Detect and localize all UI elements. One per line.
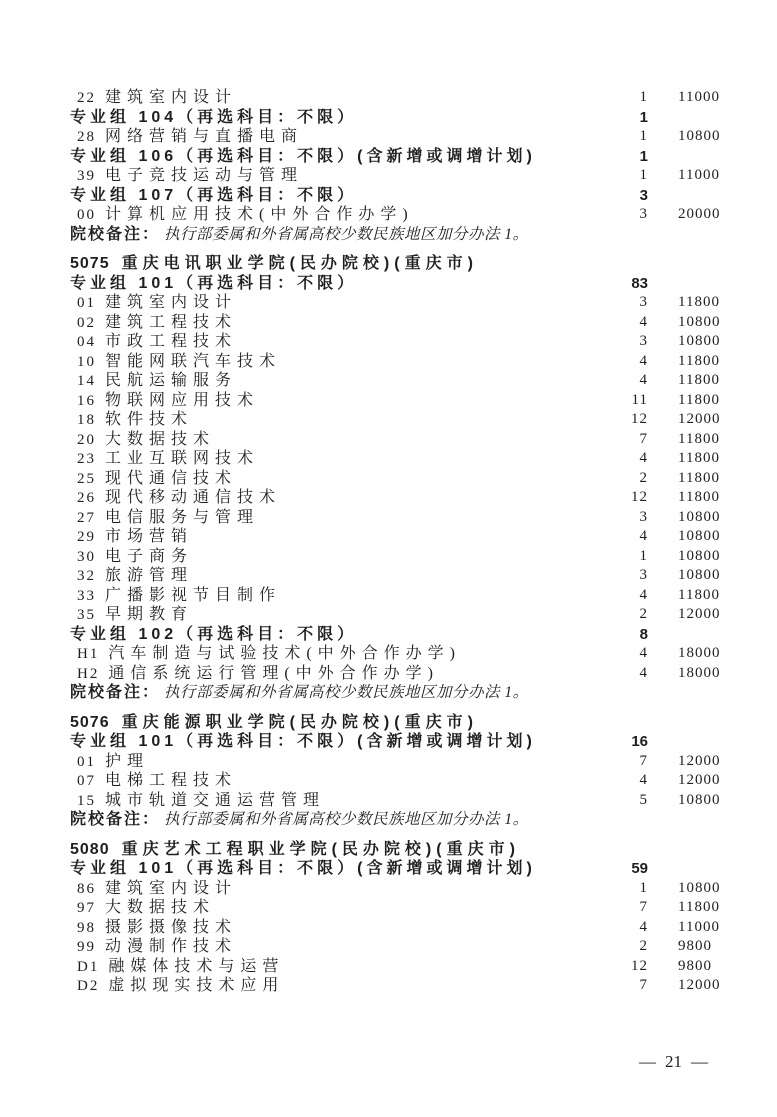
course-code: 20 <box>77 431 96 448</box>
course-name: 摄影摄像技术 <box>105 918 238 936</box>
group-header-row <box>0 625 777 645</box>
school-name: 重庆能源职业学院(民办院校)(重庆市) <box>121 713 478 731</box>
course-quota: 3 <box>639 333 648 349</box>
note-row <box>0 683 777 703</box>
course-code: 98 <box>77 919 96 936</box>
course-label <box>70 469 600 489</box>
group-header-row <box>0 147 777 167</box>
group-fee-empty <box>648 186 777 206</box>
group-label: 专业组 102（再选科目：不限） <box>70 625 358 643</box>
course-name: 城市轨道交通运营管理 <box>105 791 326 809</box>
course-quota: 1 <box>639 128 648 144</box>
course-name: 通信系统运行管理(中外合作办学) <box>108 664 440 682</box>
course-code: 23 <box>77 451 96 467</box>
course-fee: 10800 <box>678 508 721 525</box>
course-quota: 1 <box>639 547 648 564</box>
group-label: 专业组 101（再选科目：不限） <box>70 274 358 292</box>
course-code: 39 <box>77 168 96 184</box>
course-quota: 12 <box>631 489 648 505</box>
course-name: 建筑室内设计 <box>105 89 238 106</box>
group-quota: 1 <box>639 108 648 126</box>
course-name: 软件技术 <box>105 411 194 428</box>
footer-left-dash: — <box>639 1052 656 1071</box>
course-code: 10 <box>77 353 96 370</box>
course-fee: 10800 <box>678 128 721 144</box>
course-name: 计算机应用技术(中外合作办学) <box>105 206 414 223</box>
note-content <box>70 810 777 830</box>
course-name: 大数据技术 <box>105 430 216 448</box>
group-quota: 83 <box>631 274 648 292</box>
course-quota: 3 <box>639 567 648 583</box>
course-code: 15 <box>77 792 96 809</box>
course-label <box>70 957 600 977</box>
group-label: 专业组 104（再选科目：不限） <box>70 108 358 126</box>
course-quota: 4 <box>639 918 648 935</box>
course-name: 物联网应用技术 <box>105 391 260 409</box>
course-name: 旅游管理 <box>105 567 194 584</box>
course-label <box>70 313 600 333</box>
note-content <box>70 683 777 703</box>
course-label <box>70 488 600 508</box>
group-quota: 59 <box>631 860 648 877</box>
course-fee: 11000 <box>678 89 720 105</box>
course-name: 建筑工程技术 <box>105 313 238 331</box>
course-label <box>70 205 600 225</box>
note-label: 院校备注： <box>70 225 161 243</box>
course-code: D1 <box>77 958 100 975</box>
course-quota: 1 <box>639 167 648 183</box>
course-name: 现代移动通信技术 <box>105 489 282 506</box>
course-name: 电子竞技运动与管理 <box>105 167 304 184</box>
course-label <box>70 352 600 372</box>
course-name: 广播影视节目制作 <box>105 586 282 604</box>
course-name: 民航运输服务 <box>105 372 238 389</box>
course-label <box>70 88 600 108</box>
group-fee-empty <box>648 625 777 645</box>
course-quota: 7 <box>639 430 648 447</box>
course-row <box>0 391 777 411</box>
course-row <box>0 488 777 508</box>
course-label <box>70 166 600 186</box>
course-fee: 9800 <box>678 957 712 974</box>
course-fee: 11800 <box>678 489 720 505</box>
course-name: 建筑室内设计 <box>105 294 238 311</box>
school-header-row <box>0 840 777 860</box>
group-header-row <box>0 274 777 294</box>
group-quota: 8 <box>639 625 648 643</box>
course-fee: 9800 <box>678 938 712 954</box>
school-header-row <box>0 254 777 274</box>
note-row <box>0 225 777 245</box>
course-name: 融媒体技术与运营 <box>108 957 285 975</box>
group-fee-empty <box>648 274 777 294</box>
course-row <box>0 205 777 225</box>
course-name: 电梯工程技术 <box>105 772 238 789</box>
course-row <box>0 313 777 333</box>
course-name: 早期教育 <box>105 606 194 623</box>
plan-table <box>0 88 777 996</box>
group-fee-empty <box>648 147 777 167</box>
course-label <box>70 508 600 528</box>
course-label <box>70 430 600 450</box>
course-code: 97 <box>77 900 96 916</box>
course-code: 25 <box>77 470 96 487</box>
course-quota: 3 <box>639 206 648 222</box>
course-quota: 7 <box>639 752 648 769</box>
group-header-row <box>0 859 777 879</box>
course-name: 市场营销 <box>105 528 194 545</box>
course-row <box>0 976 777 996</box>
course-fee: 10800 <box>678 791 721 808</box>
school-label <box>70 713 777 733</box>
course-row <box>0 791 777 811</box>
group-label: 专业组 106（再选科目：不限）(含新增或调增计划) <box>70 147 536 165</box>
school-code: 5080 <box>70 840 110 858</box>
course-quota: 12 <box>631 411 648 427</box>
course-fee: 11800 <box>678 450 720 466</box>
page-number: 21 <box>665 1052 682 1071</box>
group-fee-empty <box>648 108 777 128</box>
course-row <box>0 566 777 586</box>
course-label <box>70 791 600 811</box>
course-name: 汽车制造与试验技术(中外合作办学) <box>108 645 462 662</box>
course-code: 35 <box>77 607 96 623</box>
course-label <box>70 410 600 430</box>
course-name: 工业互联网技术 <box>105 450 260 467</box>
course-label <box>70 293 600 313</box>
course-label <box>70 332 600 352</box>
course-label <box>70 449 600 469</box>
school-name: 重庆艺术工程职业学院(民办院校)(重庆市) <box>121 840 520 858</box>
course-label <box>70 937 600 957</box>
school-label <box>70 254 777 274</box>
course-fee: 10800 <box>678 528 721 544</box>
course-code: 18 <box>77 412 96 428</box>
course-quota: 11 <box>631 391 648 408</box>
course-row <box>0 879 777 899</box>
course-code: 33 <box>77 587 96 604</box>
course-code: 30 <box>77 548 96 565</box>
course-quota: 3 <box>639 508 648 525</box>
course-quota: 4 <box>639 664 648 681</box>
course-fee: 11000 <box>678 918 720 935</box>
course-code: H1 <box>77 646 100 662</box>
note-text: 执行部委属和外省属高校少数民族地区加分办法 1。 <box>164 684 529 701</box>
course-row <box>0 918 777 938</box>
course-label <box>70 605 600 625</box>
course-name: 建筑室内设计 <box>105 879 238 897</box>
course-quota: 2 <box>639 938 648 954</box>
note-text: 执行部委属和外省属高校少数民族地区加分办法 1。 <box>164 811 529 828</box>
course-label <box>70 527 600 547</box>
course-quota: 4 <box>639 586 648 603</box>
course-code: 07 <box>77 773 96 789</box>
course-name: 动漫制作技术 <box>105 938 238 955</box>
group-quota: 1 <box>639 147 648 165</box>
course-code: 22 <box>77 90 96 106</box>
course-name: 网络营销与直播电商 <box>105 128 304 145</box>
school-label <box>70 840 777 860</box>
course-row <box>0 771 777 791</box>
course-quota: 3 <box>639 294 648 310</box>
course-fee: 11800 <box>678 352 720 369</box>
course-label <box>70 664 600 684</box>
course-row <box>0 430 777 450</box>
note-row <box>0 810 777 830</box>
course-fee: 20000 <box>678 206 721 222</box>
group-label: 专业组 101（再选科目：不限）(含新增或调增计划) <box>70 733 536 750</box>
course-code: 99 <box>77 939 96 955</box>
course-code: 00 <box>77 207 96 223</box>
group-quota: 16 <box>631 733 648 750</box>
school-code: 5075 <box>70 255 110 272</box>
course-row <box>0 508 777 528</box>
course-row <box>0 547 777 567</box>
course-code: 26 <box>77 490 96 506</box>
group-label: 专业组 107（再选科目：不限） <box>70 186 358 204</box>
course-fee: 11800 <box>678 391 720 408</box>
course-fee: 12000 <box>678 772 721 788</box>
course-quota: 4 <box>639 313 648 330</box>
course-quota: 4 <box>639 645 648 661</box>
school-header-row <box>0 713 777 733</box>
course-code: 28 <box>77 129 96 145</box>
course-quota: 2 <box>639 469 648 486</box>
course-name: 护理 <box>105 752 150 770</box>
group-header-row <box>0 108 777 128</box>
course-row <box>0 332 777 352</box>
course-label <box>70 898 600 918</box>
course-label <box>70 771 600 791</box>
course-name: 虚拟现实技术应用 <box>108 977 285 994</box>
course-label <box>70 752 600 772</box>
course-quota: 4 <box>639 528 648 544</box>
note-content <box>70 225 777 245</box>
school-name: 重庆电讯职业学院(民办院校)(重庆市) <box>121 255 478 272</box>
course-code: 14 <box>77 373 96 389</box>
course-fee: 12000 <box>678 606 721 622</box>
group-fee-empty <box>648 732 777 752</box>
course-name: 电信服务与管理 <box>105 508 260 526</box>
course-code: 32 <box>77 568 96 584</box>
course-name: 现代通信技术 <box>105 469 238 487</box>
course-fee: 10800 <box>678 547 721 564</box>
note-label: 院校备注： <box>70 684 161 701</box>
course-row <box>0 410 777 430</box>
course-code: H2 <box>77 665 100 682</box>
course-code: 86 <box>77 880 96 897</box>
course-row <box>0 586 777 606</box>
course-fee: 11000 <box>678 167 720 183</box>
group-header-row <box>0 732 777 752</box>
course-row <box>0 527 777 547</box>
course-fee: 18000 <box>678 664 721 681</box>
course-label <box>70 644 600 664</box>
course-quota: 2 <box>639 606 648 622</box>
course-label <box>70 371 600 391</box>
course-fee: 10800 <box>678 567 721 583</box>
course-quota: 4 <box>639 352 648 369</box>
course-fee: 11800 <box>678 469 720 486</box>
page-footer <box>630 1052 717 1072</box>
course-name: 市政工程技术 <box>105 333 238 350</box>
course-quota: 4 <box>639 450 648 466</box>
course-code: 27 <box>77 509 96 526</box>
course-row <box>0 752 777 772</box>
course-code: 01 <box>77 295 96 311</box>
course-quota: 7 <box>639 977 648 993</box>
course-label <box>70 918 600 938</box>
course-row <box>0 469 777 489</box>
course-fee: 18000 <box>678 645 721 661</box>
course-code: 01 <box>77 753 96 770</box>
course-fee: 12000 <box>678 977 721 993</box>
course-row <box>0 449 777 469</box>
course-code: 16 <box>77 392 96 409</box>
course-fee: 11800 <box>678 899 720 915</box>
course-fee: 11800 <box>678 372 720 388</box>
group-header-row <box>0 186 777 206</box>
course-row <box>0 166 777 186</box>
course-label <box>70 547 600 567</box>
footer-right-dash: — <box>691 1052 708 1071</box>
course-name: 智能网联汽车技术 <box>105 352 282 370</box>
course-label <box>70 879 600 899</box>
course-fee: 11800 <box>678 586 720 603</box>
course-quota: 4 <box>639 772 648 788</box>
course-fee: 10800 <box>678 879 721 896</box>
course-name: 电子商务 <box>105 547 194 565</box>
note-label: 院校备注： <box>70 811 161 828</box>
course-label <box>70 391 600 411</box>
course-quota: 12 <box>631 957 648 974</box>
course-row <box>0 644 777 664</box>
course-fee: 10800 <box>678 333 721 349</box>
course-code: 29 <box>77 529 96 545</box>
course-fee: 12000 <box>678 411 721 427</box>
course-label <box>70 566 600 586</box>
course-row <box>0 898 777 918</box>
course-row <box>0 937 777 957</box>
group-label: 专业组 101（再选科目：不限）(含新增或调增计划) <box>70 860 536 877</box>
note-text: 执行部委属和外省属高校少数民族地区加分办法 1。 <box>164 225 529 243</box>
course-quota: 4 <box>639 372 648 388</box>
group-quota: 3 <box>639 186 648 204</box>
course-quota: 5 <box>639 791 648 808</box>
course-label <box>70 127 600 147</box>
course-quota: 1 <box>639 879 648 896</box>
course-row <box>0 605 777 625</box>
course-label <box>70 976 600 996</box>
course-name: 大数据技术 <box>105 899 216 916</box>
course-fee: 11800 <box>678 294 720 310</box>
course-row <box>0 127 777 147</box>
course-row <box>0 957 777 977</box>
group-fee-empty <box>648 859 777 879</box>
course-row <box>0 371 777 391</box>
course-code: 02 <box>77 314 96 331</box>
course-row <box>0 88 777 108</box>
course-row <box>0 293 777 313</box>
course-fee: 10800 <box>678 313 721 330</box>
school-code: 5076 <box>70 713 110 731</box>
course-code: D2 <box>77 978 100 994</box>
course-row <box>0 352 777 372</box>
course-label <box>70 586 600 606</box>
course-fee: 11800 <box>678 430 720 447</box>
course-code: 04 <box>77 334 96 350</box>
course-fee: 12000 <box>678 752 721 769</box>
course-quota: 7 <box>639 899 648 915</box>
course-quota: 1 <box>639 89 648 105</box>
course-row <box>0 664 777 684</box>
